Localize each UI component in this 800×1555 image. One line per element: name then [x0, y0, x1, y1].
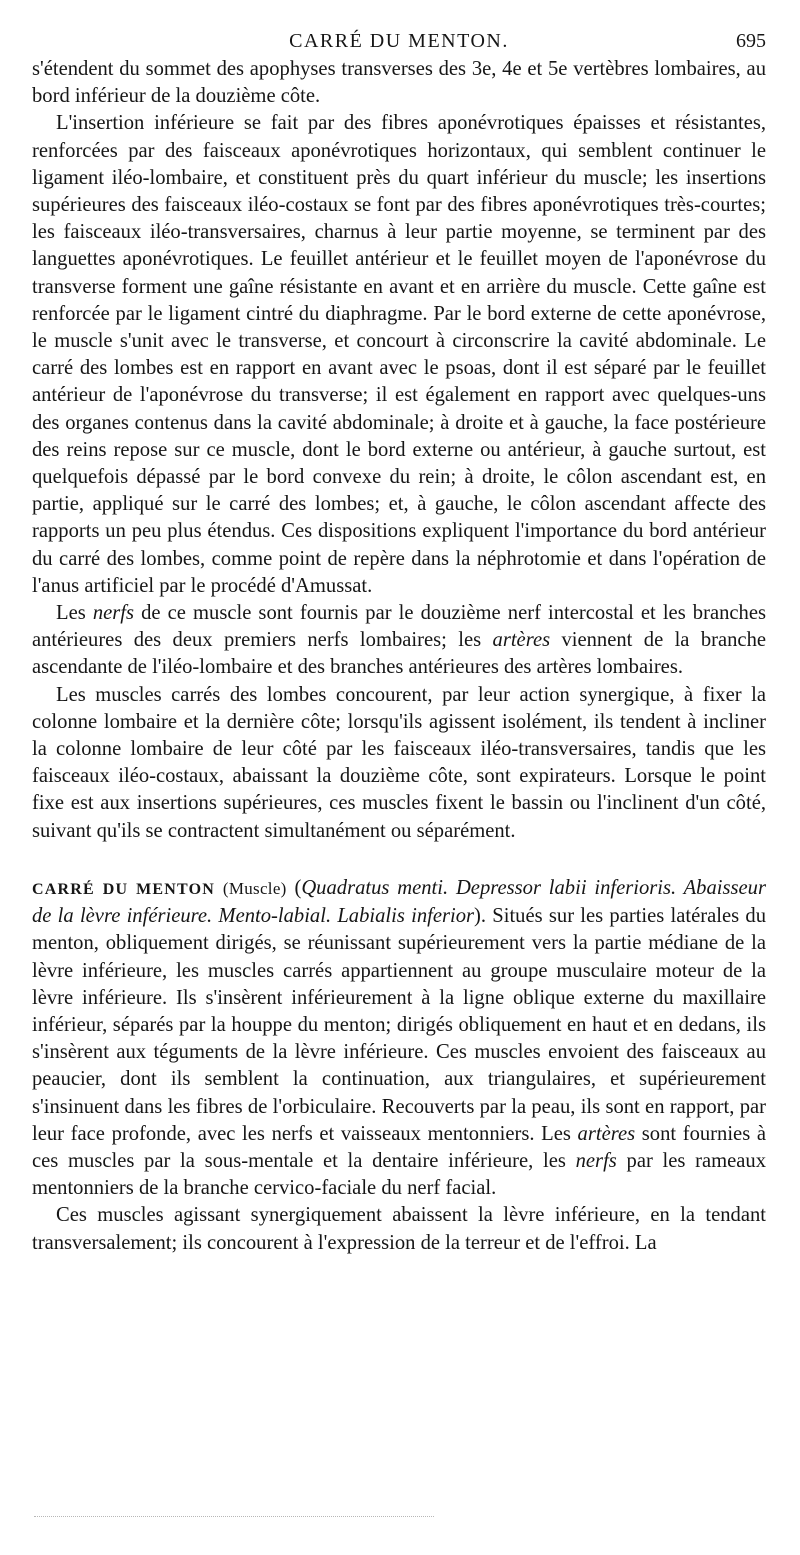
term-arteres-entry: artères	[577, 1122, 636, 1145]
page-number: 695	[736, 30, 766, 52]
paragraph-action: Les muscles carrés des lombes concourent, par leur action synergique, à fixer la colonne lombaire et la dernière côte; lorsqu'ils agissent isolément, ils tendent à incliner la colonne lombaire de leur côté par les faisceaux iléo-transversaires, tandis que les faisceaux iléo-costaux, abaissant la douzième côte, sont expirateurs. Lorsque le point fixe est aux insertions supérieures, ces muscles fixent le bassin ou l'inclinent d'un côté, suivant qu'ils se contractent simultanément ou séparément.	[32, 683, 766, 842]
entry-category: (Muscle)	[222, 878, 287, 898]
footer-specks	[34, 1516, 434, 1519]
entry-carre-du-menton: CARRÉ DU MENTON (Muscle) (Quadratus menti. Depressor labii inferioris. Abaisseur de la lèvre inférieure. Mento-labial. Labialis inferior). Situés sur les parties latérales du menton, obliquement dirigés, se réunissant supérieurement vers la partie médiane de la lèvre inférieure, les muscles carrés appartiennent au groupe musculaire moteur de la lèvre inférieure. Ils s'insèrent inférieurement à la ligne oblique externe du maxillaire inférieur, séparés par la houppe du menton; dirigés obliquement en haut et en dedans, ils s'insèrent aux téguments de la lèvre inférieure. Ces muscles envoient des faisceaux au peaucier, dont ils semblent la continuation, aux triangulaires, et supérieurement s'insinuent dans les fibres de l'orbiculaire. Recouverts par la peau, ils sont en rapport, par leur face profonde, avec les nerfs et vaisseaux mentonniers. Les artères sont fournies à ces muscles par la sous-mentale et la dentaire inférieure, les nerfs par les rameaux mentonniers de la branche cervico-faciale du nerf facial.	[32, 876, 766, 1200]
term-arteres: artères	[492, 629, 551, 652]
term-nerfs-entry: nerfs	[575, 1149, 617, 1172]
paragraph-nerves-arteries: Les nerfs de ce muscle sont fournis par le douzième nerf intercostal et les branches antérieures des deux premiers nerfs lombaires; les artères viennent de la branche ascendante de l'iléo-lombaire et des branches antérieures des artères lombaires.	[32, 602, 767, 679]
term-nerfs: nerfs	[92, 602, 135, 625]
book-page	[32, 0, 766, 1257]
entry-synonyms: Quadratus menti. Depressor labii inferioris. Abaisseur de la lèvre inférieure. Mento-labial. Labialis inferior	[32, 876, 766, 928]
paragraph-synergy: Ces muscles agissant synergiquement abaissent la lèvre inférieure, en la tendant transversalement; ils concourent à l'expression de la terreur et de l'effroi. La	[32, 1204, 766, 1254]
entry-headword: CARRÉ DU MENTON	[32, 880, 216, 898]
paragraph-insertion: L'insertion inférieure se fait par des fibres aponévrotiques épaisses et résistantes, renforcées par des faisceaux aponévrotiques horizontaux, qui semblent continuer le ligament iléo-lombaire, et constituent près du quart inférieur du muscle; les insertions supérieures des faisceaux iléo-costaux se font par des fibres aponévrotiques très-courtes; les faisceaux iléo-transversaires, charnus à leur partie moyenne, se terminent par des languettes aponévrotiques. Le feuillet antérieur et le feuillet moyen de l'aponévrose du transverse forment une gaîne résistante en avant et en arrière du muscle. Cette gaîne est renforcée par le ligament cintré du diaphragme. Par le bord externe de cette aponévrose, le muscle s'unit avec le transverse, et concourt à circonscrire la cavité abdominale. Le carré des lombes est en rapport en avant avec le psoas, dont il est séparé par le feuillet antérieur de l'aponévrose du transverse; il est également en rapport avec quelques-uns des organes contenus dans la cavité abdominale; à droite et à gauche, la face postérieure des reins repose sur ce muscle, dont le bord externe ou antérieur, à gauche surtout, est quelquefois dépassé par le bord convexe du rein; à droite, le côlon ascendant est, en partie, appliqué sur le carré des lombes; et, à gauche, le côlon ascendant affecte des rapports un peu plus étendus. Ces dispositions expliquent l'importance du bord antérieur du carré des lombes, comme point de repère dans la néphrotomie et dans l'opération de l'anus artificiel par le procédé d'Amussat.	[32, 112, 766, 597]
running-head	[32, 0, 766, 56]
running-title: CARRÉ DU MENTON.	[289, 30, 509, 52]
paragraph-continuation: s'étendent du sommet des apophyses transverses des 3e, 4e et 5e vertèbres lombaires, au bord inférieur de la douzième côte.	[32, 58, 766, 108]
